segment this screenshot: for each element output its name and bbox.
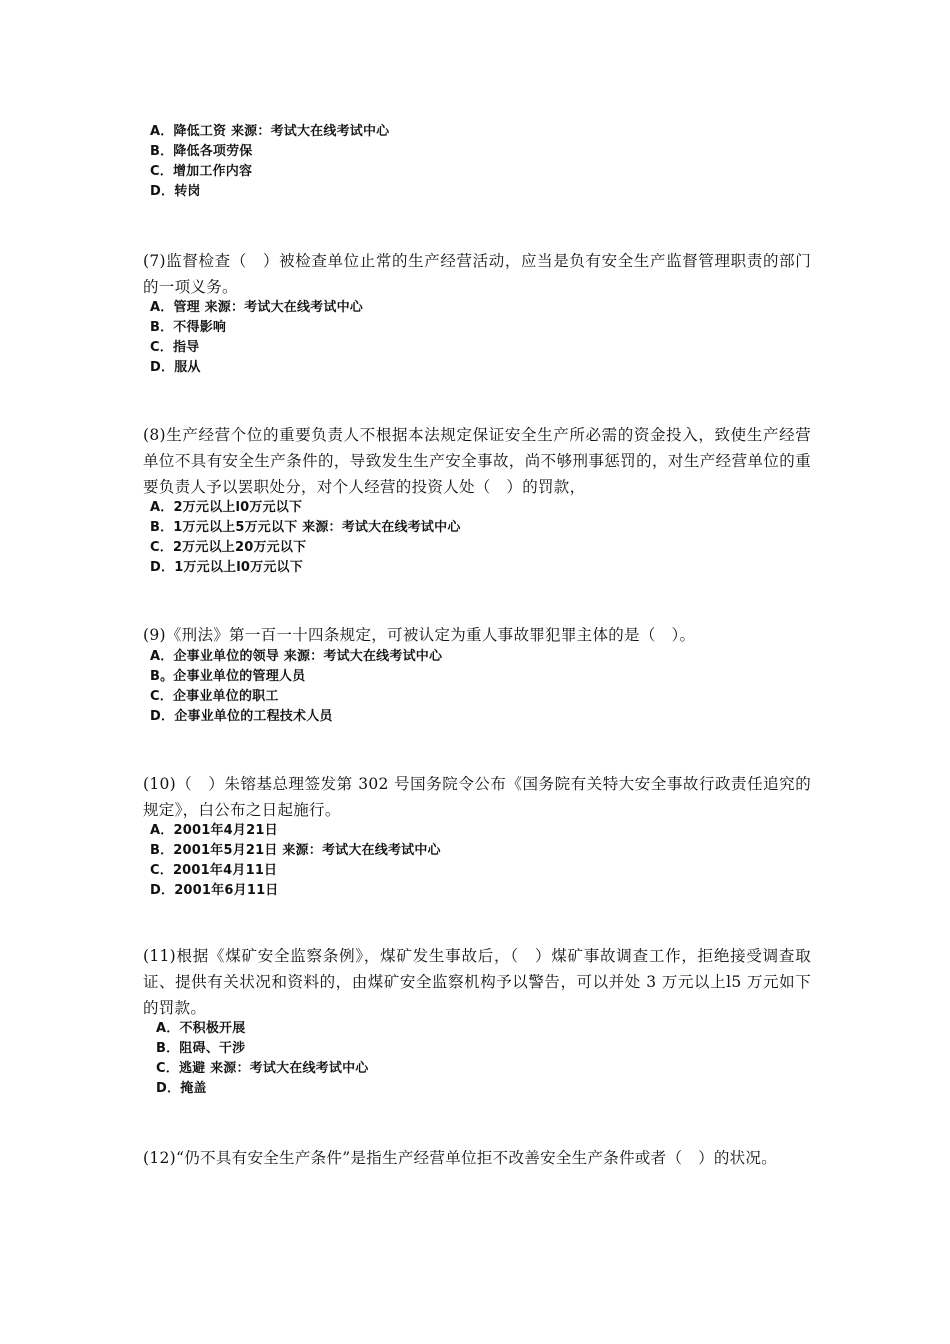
option-a: A．2001年4月21日 <box>150 823 278 838</box>
option-d: D．1万元以上l0万元以下 <box>150 560 303 575</box>
option-a: A．管理 来源：考试大在线考试中心 <box>150 300 363 315</box>
option-c: C．2001年4月11日 <box>150 863 278 878</box>
question-10-text: (10)（ ）朱镕基总理签发第 302 号国务院令公布《国务院有关特大安全事故行政责任追究的规定》，白公布之日起施行。 <box>143 775 811 819</box>
option-list-q8 <box>150 498 870 578</box>
option-d: D．企事业单位的工程技术人员 <box>150 709 333 724</box>
option-list-q9 <box>150 647 870 727</box>
option-b: B．2001年5月21日 来源：考试大在线考试中心 <box>150 843 441 858</box>
question-9-text: (9)《刑法》第一百一十四条规定，可被认定为重人事故罪犯罪主体的是（ ）。 <box>143 626 696 644</box>
option-c: C．逃避 来源：考试大在线考试中心 <box>156 1061 369 1076</box>
question-12-text: (12)“仍不具有安全生产条件”是指生产经营单位拒不改善安全生产条件或者（ ）的状况。 <box>143 1149 778 1167</box>
option-b: B。企事业单位的管理人员 <box>150 669 306 684</box>
option-d: D．服从 <box>150 360 201 375</box>
option-list-q11 <box>150 1019 870 1099</box>
option-a: A．降低工资 来源：考试大在线考试中心 <box>150 124 390 139</box>
option-d: D．2001年6月11日 <box>150 883 279 898</box>
option-a: A．2万元以上l0万元以下 <box>150 500 303 515</box>
option-c: C．企事业单位的职工 <box>150 689 279 704</box>
option-c: C．增加工作内容 <box>150 164 253 179</box>
option-c: C．指导 <box>150 340 200 355</box>
option-list-q7 <box>150 298 870 378</box>
option-b: B．1万元以上5万元以下 来源：考试大在线考试中心 <box>150 520 461 535</box>
option-b: B．不得影响 <box>150 320 227 335</box>
option-b: B．降低各项劳保 <box>150 144 253 159</box>
option-list-q10 <box>150 821 870 901</box>
question-11-text: (11)根据《煤矿安全监察条例》，煤矿发生事故后，（ ）煤矿事故调查工作，拒绝接受调查取证、提供有关状况和资料的，由煤矿安全监察机构予以警告，可以并处 3 万元以上l5 万元如下的罚款。 <box>143 947 811 1017</box>
option-d: D．转岗 <box>150 184 201 199</box>
question-8-text: (8)生产经营个位的重要负责人不根据本法规定保证安全生产所必需的资金投入，致使生产经营单位不具有安全生产条件的，导致发生生产安全事故，尚不够刑事惩罚的，对生产经营单位的重要负责人予以罢职处分，对个人经营的投资人处（ ）的罚款， <box>143 426 811 496</box>
option-a: A．不积极开展 <box>156 1021 246 1036</box>
option-b: B．阻碍、干涉 <box>156 1041 246 1056</box>
option-list-q6 <box>150 122 870 202</box>
option-d: D．掩盖 <box>156 1081 207 1096</box>
option-c: C．2万元以上20万元以下 <box>150 540 307 555</box>
option-a: A．企事业单位的领导 来源：考试大在线考试中心 <box>150 649 443 664</box>
question-7-text: (7)监督检查（ ）被检查单位止常的生产经营活动，应当是负有安全生产监督管理职责的部门的一项义务。 <box>143 252 811 296</box>
